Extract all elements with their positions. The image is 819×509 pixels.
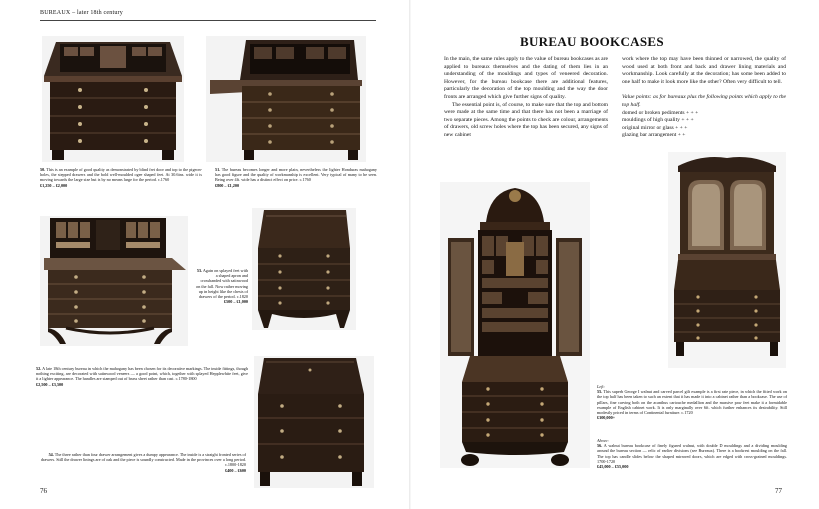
caption-53 [196, 268, 248, 304]
photo-51-bureau [206, 36, 366, 162]
caption-50-price: £1,250 – £2,000 [40, 182, 68, 188]
caption-55 [597, 384, 787, 420]
caption-52-price: £2,500 – £3,500 [36, 381, 64, 387]
value-point-item: original mirror or glass + + + [622, 124, 688, 131]
caption-52-number: 52. [36, 366, 42, 371]
caption-53-price: £500 – £1,000 [223, 299, 248, 305]
value-point-item: glazing bar arrangement + + [622, 132, 686, 139]
caption-50-text: This is an example of good quality as demonstrated by blind fret door and top to the pigeon-holes, the stepped drawers and the bold well-moulded ogee shaped feet. At 30.6ins. wide it is moving towards the large size but is by no means large for the period. c.1760 [40, 167, 202, 183]
page-gutter [409, 0, 411, 509]
photo-56-bureau-bookcase [668, 152, 786, 368]
photo-53-bureau [252, 208, 356, 330]
caption-56-number: 56. [597, 443, 603, 449]
body-column-2 [622, 56, 786, 140]
caption-56-text: A walnut bureau bookcase of finely figured walnut, with double D mouldings and a dividing moulding around the bureau section — relic of earlier divisions (see Bureaux). There is a bookrest moulding on the fall. The top has candle slides below the shaped mirrored doors, which are edged with cross-grained mouldings. 1700-1720 [597, 443, 787, 464]
header-rule [40, 20, 376, 21]
caption-55-number: 55. [597, 389, 603, 395]
caption-53-number: 53. [196, 268, 203, 273]
caption-56 [597, 438, 787, 469]
value-points-intro: Value points: as for bureaux plus the following points which apply to the top half. [622, 94, 786, 108]
body-paragraph-3: work where the top may have been thinned or narrowed, the quality of wood used at both front and back and drawer lining materials and workmanship. Look carefully at the decoration; has some been added to one half to make it look more like the other? Often very difficult to tell. [622, 56, 786, 85]
caption-51-text: The bureau becomes longer and more plain, nevertheless the lighter Honduras mahogany has good figure and the quality of workmanship is excellent. Very typical of many to be seen. Being over 4ft. wide has a distinct effect on price. c.1760 [215, 167, 377, 183]
caption-52-text: A late 18th century bureau in which the mahogany has been chosen for its decorative markings. The inside fittings, though nothing exciting, are decorated with satinwood veneers — a good point, which, together with splayed Hepplewhite feet, give it a lighter appearance. The handles are stamped out of brass sheet rather than cast. c.1780-1800 [36, 366, 248, 382]
caption-51-number: 51. [215, 167, 221, 172]
caption-54-text: The three rather than four drawer arrangement gives a dumpy appearance. The inside is a straight fronted series of drawers. Still the drawer linings are of oak and the piece is soundly constructed. Made in the provinces over a long period. c.1800-1820 [40, 452, 246, 468]
photo-55-bureau-bookcase [440, 182, 590, 468]
caption-55-price: £300,000+ [597, 415, 616, 421]
caption-55-label: Left: [597, 384, 605, 389]
caption-51 [215, 167, 377, 188]
photo-52-bureau [40, 216, 188, 346]
page-title: BUREAU BOOKCASES [520, 34, 664, 49]
photo-54-bureau [254, 356, 374, 488]
caption-56-price: £45,000 – £55,000 [597, 464, 629, 470]
caption-50 [40, 167, 202, 188]
caption-52 [36, 366, 248, 387]
caption-54-price: £400 – £600 [225, 467, 246, 473]
caption-54 [40, 452, 246, 473]
value-points-list [622, 110, 786, 140]
caption-51-price: £800 – £1,200 [215, 182, 240, 188]
photo-50-bureau [42, 36, 184, 162]
caption-53-text: Again on splayed feet with a shaped apron and crossbanded with satinwood on the fall. Now rather moving up in height like the chests of drawers of the period. c.1820 [196, 268, 248, 300]
value-point-item: mouldings of high quality + + + [622, 117, 694, 124]
body-paragraph-2: The essential point is, of course, to make sure that the top and bottom were made at the same time and that there has not been a marriage of two separate pieces. Among the points to check are colour, arrangements of drawers, old screw holes where the top has been secured, any signs of new cabinet [444, 101, 608, 138]
caption-55-text: This superb George I walnut and carved parcel gilt example is a first rate piece, in which the fitted work on the top half has been taken to such an extent that it has made it into a cabinet rather than a bookcase. The use of pillars, fine carving both on the acanthus cartouche medallion and the massive paw feet make it a formidable example of English cabinet work. It is only marginally over 6ft. which further enhances its desirability. Still modestly priced in terms of Continental furniture. c.1720 [597, 389, 787, 416]
caption-54-number: 54. [48, 452, 54, 457]
page-number-right: 77 [775, 487, 782, 495]
body-paragraph-1: In the main, the same rules apply to the value of bureau bookcases as are applied to bureaux themselves and the dating of them lies in an understanding of the mouldings and types of veneered decoration. However, for the bureau bookcase there are additional features, particularly the decoration of the top moulding and the way the door fronts are arranged which give further signs of quality. [444, 56, 608, 100]
body-column-1 [444, 56, 608, 140]
page-number-left: 76 [40, 487, 47, 495]
caption-56-label: Above: [597, 438, 609, 443]
caption-50-number: 50. [40, 167, 46, 172]
value-point-item: domed or broken pediments + + + [622, 109, 699, 116]
running-head: BUREAUX – later 18th century [40, 10, 123, 16]
